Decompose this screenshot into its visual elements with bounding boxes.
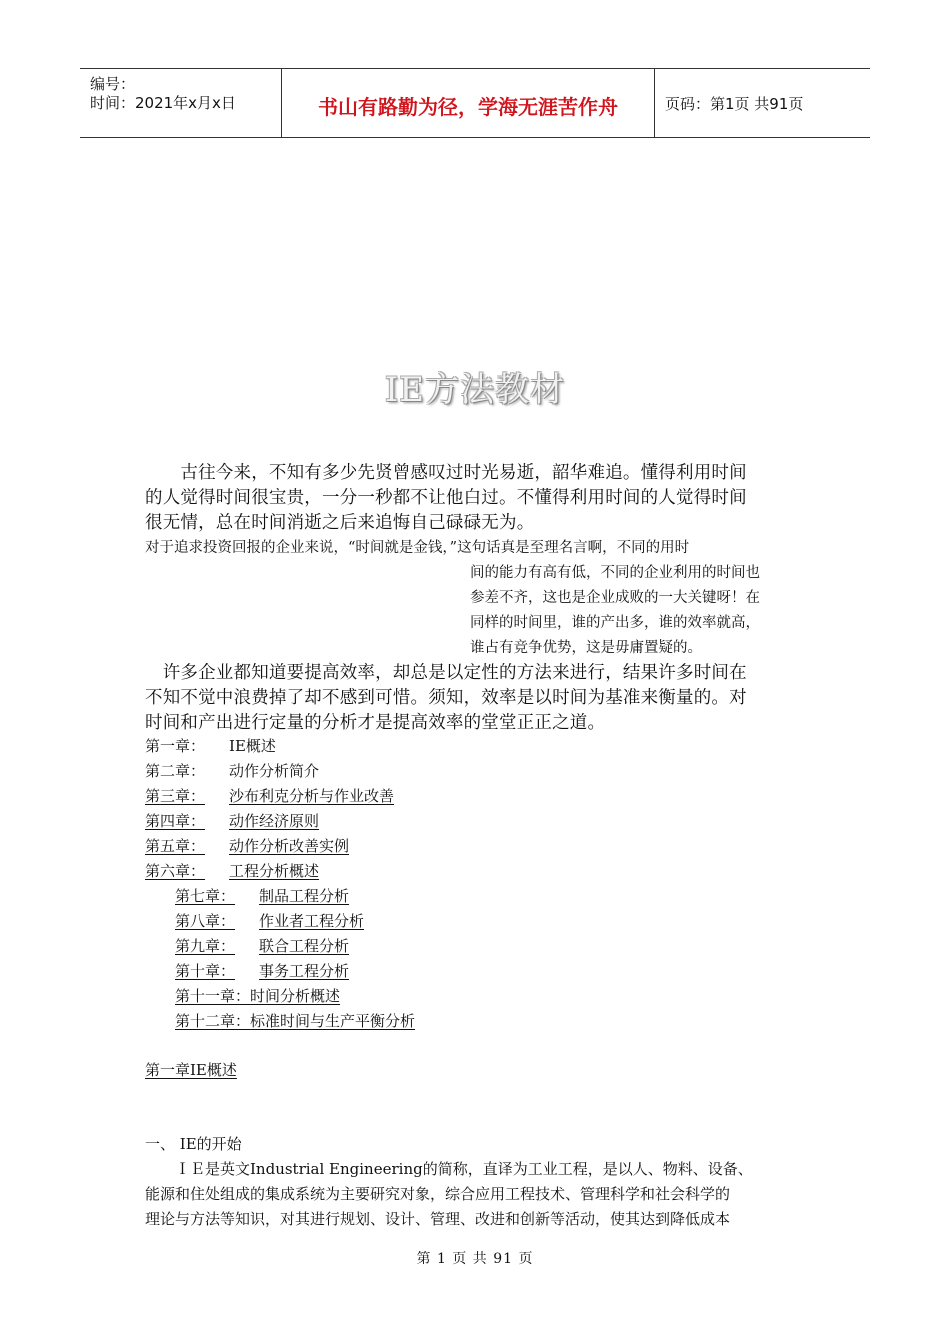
intro-p1-line: 古往今来，不知有多少先贤曾感叹过时光易逝，韶华难追。懂得利用时间 <box>145 463 747 483</box>
intro-p2-line: 对于追求投资回报的企业来说，“时间就是金钱，”这句话真是至理名言啊，不同的用时 <box>145 540 690 556</box>
intro-p3-line: 时间和产出进行定量的分析才是提高效率的堂堂正正之道。 <box>145 713 606 733</box>
toc-chapter-number: 第八章： <box>175 912 236 930</box>
toc-item[interactable] <box>145 760 319 781</box>
header-motto: 书山有路勤为径，学海无涯苦作舟 <box>318 95 618 119</box>
toc-chapter-title: 联合工程分析 <box>259 937 350 955</box>
document-title: IE方法教材 <box>384 370 566 410</box>
toc-chapter-number: 第四章： <box>145 812 206 830</box>
toc-chapter-number: 第十二章： <box>175 1012 251 1030</box>
document-date: 时间：2021年x月x日 <box>90 94 236 112</box>
intro-p2-line: 谁占有竞争优势，这是毋庸置疑的。 <box>470 640 702 656</box>
section-heading: 一、 IE的开始 <box>145 1135 242 1153</box>
toc-link[interactable] <box>175 910 364 931</box>
toc-chapter-number: 第三章： <box>145 787 206 805</box>
toc-chapter-title: 动作经济原则 <box>229 812 320 830</box>
intro-p2-line: 同样的时间里，谁的产出多，谁的效率就高， <box>470 615 760 631</box>
section-body-line: 能源和住处组成的集成系统为主要研究对象，综合应用工程技术、管理科学和社会科学的 <box>145 1185 731 1203</box>
toc-item[interactable] <box>145 735 276 756</box>
header-left-cell <box>80 69 282 137</box>
toc-chapter-number: 第七章： <box>175 887 236 905</box>
intro-p3-line: 不知不觉中浪费掉了却不感到可惜。须知，效率是以时间为基准来衡量的。对 <box>145 688 747 708</box>
toc-chapter-number: 第五章： <box>145 837 206 855</box>
toc-chapter-number: 第二章： <box>145 762 206 780</box>
document-number-label: 编号： <box>90 75 136 93</box>
section-body-line: 理论与方法等知识，对其进行规划、设计、管理、改进和创新等活动，使其达到降低成本 <box>145 1210 731 1228</box>
header-center-cell <box>282 69 655 137</box>
intro-p3-line: 许多企业都知道要提高效率，却总是以定性的方法来进行，结果许多时间在 <box>145 663 747 683</box>
toc-chapter-number: 第十章： <box>175 962 236 980</box>
toc-link[interactable] <box>145 835 349 856</box>
toc-chapter-title: 动作分析简介 <box>229 762 320 780</box>
toc-chapter-number: 第十一章： <box>175 987 251 1005</box>
toc-link[interactable] <box>175 1010 415 1031</box>
toc-chapter-title: 事务工程分析 <box>259 962 350 980</box>
page-header <box>80 68 870 138</box>
toc-link[interactable] <box>175 935 349 956</box>
toc-chapter-number: 第一章： <box>145 737 206 755</box>
toc-link[interactable] <box>175 885 349 906</box>
toc-link[interactable] <box>175 960 349 981</box>
toc-chapter-title: 工程分析概述 <box>229 862 320 880</box>
toc-chapter-title: 标准时间与生产平衡分析 <box>250 1012 416 1030</box>
page-footer: 第 1 页 共 91 页 <box>416 1251 534 1267</box>
header-page-code: 页码：第1页 共91页 <box>665 95 804 113</box>
section-body-line: ＩＥ是英文Industrial Engineering的简称，直译为工业工程，是以人、物料、设备、 <box>145 1160 753 1178</box>
toc-chapter-title: 动作分析改善实例 <box>229 837 350 855</box>
header-right-cell <box>655 69 870 137</box>
toc-chapter-title: 制品工程分析 <box>259 887 350 905</box>
toc-link[interactable] <box>145 785 394 806</box>
chapter-heading-link[interactable]: 第一章IE概述 <box>145 1061 237 1079</box>
toc-chapter-title: 时间分析概述 <box>250 987 341 1005</box>
toc-chapter-title: IE概述 <box>229 737 276 755</box>
intro-p1-line: 的人觉得时间很宝贵，一分一秒都不让他白过。不懂得利用时间的人觉得时间 <box>145 488 747 508</box>
toc-chapter-number: 第九章： <box>175 937 236 955</box>
toc-link[interactable] <box>145 810 319 831</box>
toc-chapter-title: 作业者工程分析 <box>259 912 365 930</box>
toc-chapter-number: 第六章： <box>145 862 206 880</box>
toc-chapter-title: 沙布利克分析与作业改善 <box>229 787 395 805</box>
toc-link[interactable] <box>175 985 340 1006</box>
intro-p1-line: 很无情，总在时间消逝之后来追悔自己碌碌无为。 <box>145 513 535 533</box>
intro-p2-line: 间的能力有高有低，不同的企业利用的时间也 <box>470 565 760 581</box>
intro-p2-line: 参差不齐，这也是企业成败的一大关键呀！在 <box>470 590 760 606</box>
toc-link[interactable] <box>145 860 319 881</box>
